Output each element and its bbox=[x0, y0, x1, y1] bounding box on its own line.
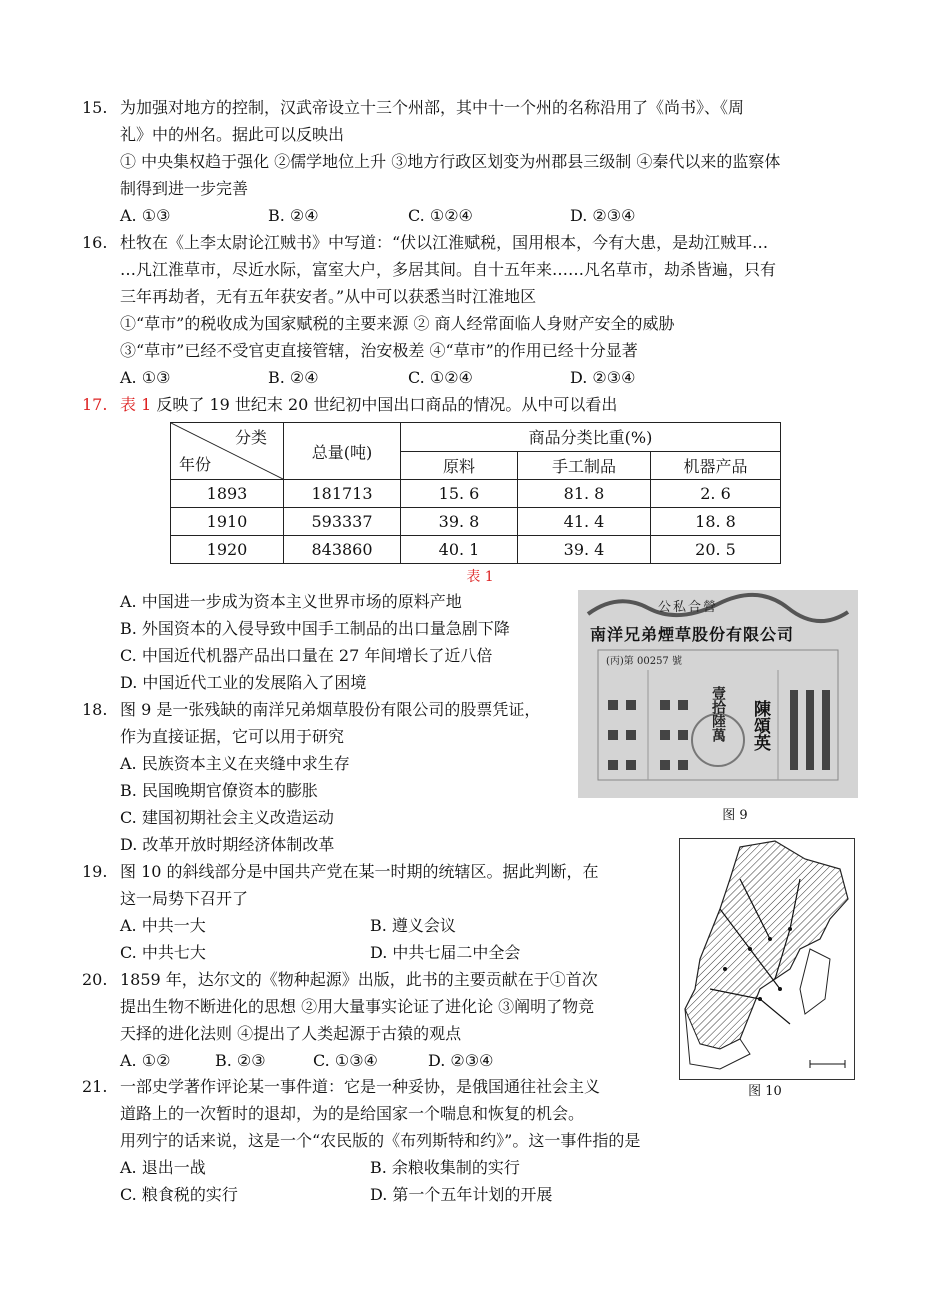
statement-list: 制得到进一步完善 bbox=[120, 179, 249, 198]
option-b[interactable]: B. 遵义会议 bbox=[370, 916, 456, 935]
option-d[interactable]: D. ②③④ bbox=[428, 1051, 494, 1070]
options-row bbox=[82, 1181, 640, 1208]
option-c[interactable]: C. 中共七大 bbox=[120, 943, 206, 962]
option-d[interactable]: D. 中共七届二中全会 bbox=[370, 943, 521, 962]
cell-year: 1910 bbox=[171, 508, 284, 536]
cell-machine: 20. 5 bbox=[651, 536, 781, 564]
cell-year: 1893 bbox=[171, 480, 284, 508]
statement-list: ③“草市”已经不受官吏直接管辖，治安极差 ④“草市”的作用已经十分显著 bbox=[120, 341, 638, 360]
question-number: 21. bbox=[82, 1077, 108, 1096]
map-image bbox=[679, 838, 855, 1080]
option-b[interactable]: B. ②④ bbox=[268, 206, 319, 225]
cell-raw: 39. 8 bbox=[401, 508, 518, 536]
options-row bbox=[82, 1047, 598, 1074]
cell-raw: 15. 6 bbox=[401, 480, 518, 508]
option-a[interactable]: A. ①③ bbox=[120, 206, 171, 225]
question-stem: 一部史学著作评论某一事件道：它是一种妥协，是俄国通往社会主义 bbox=[120, 1077, 601, 1096]
cell-machine: 18. 8 bbox=[651, 508, 781, 536]
header-raw: 原料 bbox=[401, 451, 518, 480]
question-number: 20. bbox=[82, 970, 108, 989]
table-row bbox=[171, 508, 781, 536]
question-stem: 杜牧在《上李太尉论江贼书》中写道：“伏以江淮赋税，国用根本，今有大患，是劫江贼耳… bbox=[120, 233, 769, 252]
question-17-options bbox=[82, 588, 510, 696]
option-a[interactable]: A. ①③ bbox=[120, 368, 171, 387]
option-b[interactable]: B. 外国资本的入侵导致中国手工制品的出口量急剧下降 bbox=[120, 619, 510, 638]
question-16 bbox=[82, 229, 776, 391]
option-b[interactable]: B. ②③ bbox=[215, 1051, 266, 1070]
cell-total: 181713 bbox=[284, 480, 401, 508]
question-number: 15. bbox=[82, 98, 108, 117]
table-reference: 表 1 bbox=[120, 395, 152, 414]
question-stem: 1859 年，达尔文的《物种起源》出版，此书的主要贡献在于①首次 bbox=[120, 970, 598, 989]
certificate-serial: (丙)第 00257 號 bbox=[606, 656, 682, 667]
question-stem: 天择的进化法则 ④提出了人类起源于古猿的观点 bbox=[120, 1024, 462, 1043]
option-a[interactable]: A. ①② bbox=[120, 1051, 171, 1070]
question-21 bbox=[82, 1073, 640, 1208]
question-stem: …凡江淮草市，尽近水际，富室大户，多居其间。自十五年来……凡名草市，劫杀皆遍，只有 bbox=[120, 260, 777, 279]
option-c[interactable]: C. ①②④ bbox=[408, 368, 473, 387]
header-ratio: 商品分类比重(%) bbox=[401, 423, 781, 452]
figure-10-caption: 图 10 bbox=[748, 1084, 782, 1099]
option-b[interactable]: B. ②④ bbox=[268, 368, 319, 387]
question-stem: 用列宁的话来说，这是一个“农民版的《布列斯特和约》”。这一事件指的是 bbox=[120, 1131, 641, 1150]
certificate-company: 南洋兄弟煙草股份有限公司 bbox=[590, 625, 795, 644]
table-caption: 表 1 bbox=[466, 569, 494, 585]
cell-raw: 40. 1 bbox=[401, 536, 518, 564]
option-a[interactable]: A. 退出一战 bbox=[120, 1158, 206, 1177]
option-d[interactable]: D. ②③④ bbox=[570, 206, 636, 225]
option-b[interactable]: B. 余粮收集制的实行 bbox=[370, 1158, 520, 1177]
cell-total: 843860 bbox=[284, 536, 401, 564]
certificate-holder: 陳頌英 bbox=[750, 700, 770, 751]
option-d[interactable]: D. 中国近代工业的发展陷入了困境 bbox=[120, 673, 367, 692]
cell-handmade: 41. 4 bbox=[518, 508, 651, 536]
option-d[interactable]: D. 改革开放时期经济体制改革 bbox=[120, 835, 335, 854]
cell-machine: 2. 6 bbox=[651, 480, 781, 508]
question-stem: 道路上的一次暂时的退却，为的是给国家一个喘息和恢复的机会。 bbox=[120, 1104, 585, 1123]
options-row bbox=[82, 912, 599, 939]
question-number: 18. bbox=[82, 700, 108, 719]
question-19 bbox=[82, 858, 599, 966]
question-stem: 提出生物不断进化的思想 ②用大量事实论证了进化论 ③阐明了物竞 bbox=[120, 997, 595, 1016]
question-stem: 作为直接证据，它可以用于研究 bbox=[120, 727, 345, 746]
statement-list: ① 中央集权趋于强化 ②儒学地位上升 ③地方行政区划变为州郡县三级制 ④秦代以来的监察体 bbox=[120, 152, 781, 171]
question-20 bbox=[82, 966, 598, 1074]
question-stem: 礼》中的州名。据此可以反映出 bbox=[120, 125, 345, 144]
header-machine: 机器产品 bbox=[651, 451, 781, 480]
stock-certificate-image bbox=[578, 590, 858, 798]
figure-9-caption: 图 9 bbox=[722, 808, 748, 823]
question-stem: 图 10 的斜线部分是中国共产党在某一时期的统辖区。据此判断，在 bbox=[120, 862, 599, 881]
certificate-heading: 公私合營 bbox=[658, 600, 719, 615]
question-stem: 图 9 是一张残缺的南洋兄弟烟草股份有限公司的股票凭证， bbox=[120, 700, 541, 719]
cell-year: 1920 bbox=[171, 536, 284, 564]
header-class: 分类 bbox=[234, 428, 267, 447]
option-c[interactable]: C. 建国初期社会主义改造运动 bbox=[120, 808, 334, 827]
table-row bbox=[171, 536, 781, 564]
cell-handmade: 39. 4 bbox=[518, 536, 651, 564]
option-a[interactable]: A. 中共一大 bbox=[120, 916, 206, 935]
certificate-amount: 壹拾陸萬 bbox=[710, 686, 726, 742]
options-row bbox=[82, 364, 776, 391]
cell-handmade: 81. 8 bbox=[518, 480, 651, 508]
option-b[interactable]: B. 民国晚期官僚资本的膨胀 bbox=[120, 781, 318, 800]
question-stem: 这一局势下召开了 bbox=[120, 889, 249, 908]
cell-total: 593337 bbox=[284, 508, 401, 536]
option-c[interactable]: C. ①③④ bbox=[313, 1051, 378, 1070]
header-total: 总量(吨) bbox=[284, 423, 401, 480]
header-handmade: 手工制品 bbox=[518, 451, 651, 480]
question-stem: 三年再劫者，无有五年获安者。”从中可以获悉当时江淮地区 bbox=[120, 287, 537, 306]
header-year: 年份 bbox=[179, 455, 212, 474]
question-15 bbox=[82, 94, 780, 229]
option-c[interactable]: C. 中国近代机器产品出口量在 27 年间增长了近八倍 bbox=[120, 646, 493, 665]
question-18 bbox=[82, 696, 540, 858]
options-row bbox=[82, 939, 599, 966]
question-number: 16. bbox=[82, 233, 108, 252]
header-diagonal-cell bbox=[171, 423, 284, 480]
question-stem: 反映了 19 世纪末 20 世纪初中国出口商品的情况。从中可以看出 bbox=[151, 395, 618, 414]
option-d[interactable]: D. 第一个五年计划的开展 bbox=[370, 1185, 553, 1204]
question-17 bbox=[82, 391, 617, 418]
options-row bbox=[82, 1154, 640, 1181]
option-a[interactable]: A. 民族资本主义在夹缝中求生存 bbox=[120, 754, 350, 773]
question-number: 19. bbox=[82, 862, 108, 881]
territory-map bbox=[680, 839, 854, 1079]
table-row bbox=[171, 480, 781, 508]
option-c[interactable]: C. ①②④ bbox=[408, 206, 473, 225]
option-d[interactable]: D. ②③④ bbox=[570, 368, 636, 387]
question-stem: 为加强对地方的控制，汉武帝设立十三个州部，其中十一个州的名称沿用了《尚书》、《周 bbox=[120, 98, 745, 117]
options-row bbox=[82, 202, 780, 229]
export-table bbox=[170, 422, 781, 564]
statement-list: ①“草市”的税收成为国家赋税的主要来源 ② 商人经常面临人身财产安全的威胁 bbox=[120, 314, 675, 333]
option-a[interactable]: A. 中国进一步成为资本主义世界市场的原料产地 bbox=[120, 592, 462, 611]
question-number: 17. bbox=[82, 395, 108, 414]
option-c[interactable]: C. 粮食税的实行 bbox=[120, 1185, 238, 1204]
